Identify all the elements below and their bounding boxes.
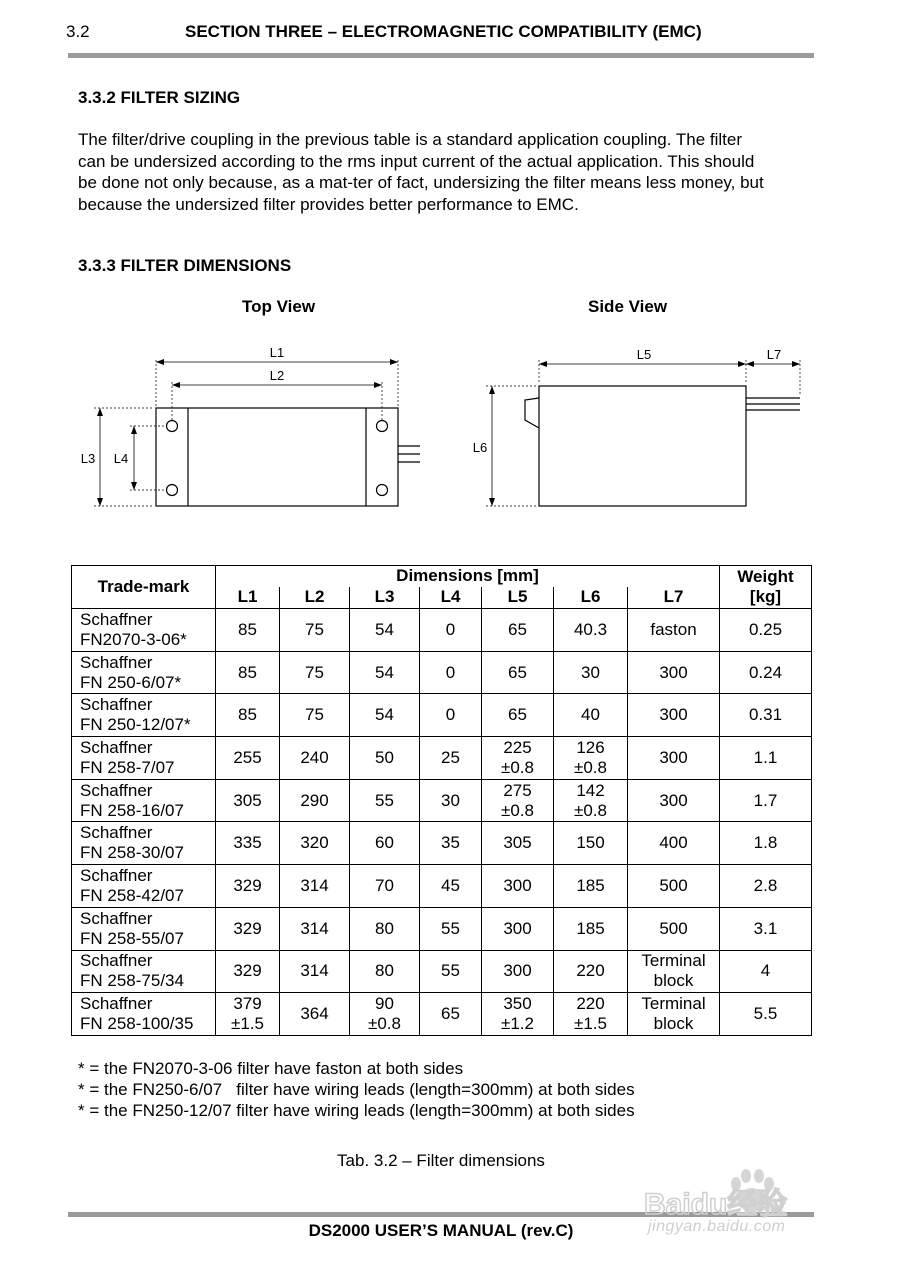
cell-line: ±1.5 — [574, 1014, 607, 1034]
cell-line: 320 — [300, 833, 329, 853]
header-weight-line: Weight — [737, 567, 794, 586]
trademark-line: FN2070-3-06* — [80, 629, 187, 649]
cell-line: 305 — [233, 790, 262, 810]
cell-line: ±0.8 — [368, 1014, 401, 1034]
top-view-outline — [156, 408, 420, 506]
cell-line: 314 — [300, 875, 329, 895]
dimension-cell-l1 — [216, 950, 280, 993]
trademark-line: Schaffner — [80, 652, 153, 672]
dim-label-l7: L7 — [766, 347, 782, 362]
watermark-url: jingyan.baidu.com — [648, 1218, 786, 1235]
cell-line: 25 — [441, 747, 460, 767]
trademark-line: Schaffner — [80, 951, 153, 971]
dimension-cell-l7 — [628, 651, 720, 694]
cell-line: 35 — [441, 833, 460, 853]
trademark-cell — [72, 779, 216, 822]
cell-line: 60 — [375, 833, 394, 853]
dimension-cell-l4 — [420, 865, 482, 908]
dimension-cell-l7 — [628, 950, 720, 993]
dimension-cell-l5 — [482, 609, 554, 652]
dimension-cell-l4 — [420, 609, 482, 652]
dimension-cell-l3 — [350, 651, 420, 694]
dimension-cell-l2 — [280, 822, 350, 865]
dimension-cell-l1 — [216, 694, 280, 737]
dimension-cell-l3 — [350, 865, 420, 908]
weight-cell: 0.24 — [720, 651, 812, 694]
cell-line: 65 — [441, 1004, 460, 1024]
dimension-cell-l1 — [216, 993, 280, 1036]
cell-line: 54 — [375, 705, 394, 725]
cell-line: faston — [650, 619, 697, 639]
dimension-cell-l2 — [280, 907, 350, 950]
header-trademark: Trade-mark — [72, 566, 216, 609]
cell-line: 85 — [238, 619, 257, 639]
dimension-cell-l5 — [482, 822, 554, 865]
header-weight — [720, 566, 812, 609]
weight-cell: 1.7 — [720, 779, 812, 822]
footer-text: DS2000 USER’S MANUAL (rev.C) — [308, 1221, 574, 1240]
top-view-dimension-lines — [100, 362, 398, 506]
dimension-cell-l5 — [482, 651, 554, 694]
table-caption: Tab. 3.2 – Filter dimensions — [337, 1151, 545, 1170]
side-view-dimension-lines — [492, 364, 800, 506]
cell-line: 300 — [659, 790, 688, 810]
dimension-cell-l7 — [628, 822, 720, 865]
paragraph-line: The filter/drive coupling in the previous table is a standard application coupling. The filter — [78, 130, 743, 149]
cell-line: 240 — [300, 747, 329, 767]
trademark-line: FN 250-6/07* — [80, 672, 182, 692]
note-line: * = the FN2070-3-06 filter have faston at both sides — [78, 1059, 464, 1078]
header-l2: L2 — [280, 587, 350, 609]
cell-line: ±1.2 — [501, 1014, 534, 1034]
cell-line: 0 — [445, 662, 456, 682]
cell-line: 305 — [503, 833, 532, 853]
trademark-cell — [72, 694, 216, 737]
table-row — [72, 993, 812, 1036]
dimension-cell-l6 — [554, 822, 628, 865]
dimension-cell-l4 — [420, 651, 482, 694]
dimension-cell-l2 — [280, 779, 350, 822]
cell-line: 80 — [375, 961, 394, 981]
dim-label-l3: L3 — [80, 451, 96, 466]
dimension-cell-l3 — [350, 694, 420, 737]
dimension-cell-l6 — [554, 694, 628, 737]
trademark-cell — [72, 651, 216, 694]
cell-line: 55 — [375, 790, 394, 810]
cell-line: 85 — [238, 662, 257, 682]
dimension-cell-l7 — [628, 737, 720, 780]
cell-line: 314 — [300, 961, 329, 981]
side-view-arrows — [489, 361, 800, 506]
header-dimensions: Dimensions [mm] — [216, 566, 720, 587]
cell-line: 30 — [441, 790, 460, 810]
cell-line: 65 — [508, 619, 527, 639]
cell-line: 300 — [659, 705, 688, 725]
header-l1: L1 — [216, 587, 280, 609]
dimension-cell-l2 — [280, 651, 350, 694]
cell-line: 275 — [503, 780, 532, 800]
dimension-cell-l5 — [482, 950, 554, 993]
note-line: * = the FN250-12/07 filter have wiring leads (length=300mm) at both sides — [78, 1101, 635, 1120]
top-view-label: Top View — [242, 297, 316, 316]
note-line: * = the FN250-6/07 filter have wiring leads (length=300mm) at both sides — [78, 1080, 635, 1099]
cell-line: 350 — [503, 994, 532, 1014]
dimension-cell-l1 — [216, 651, 280, 694]
trademark-cell — [72, 950, 216, 993]
dimension-cell-l4 — [420, 694, 482, 737]
weight-cell: 5.5 — [720, 993, 812, 1036]
cell-line: 142 — [576, 780, 605, 800]
cell-line: 45 — [441, 875, 460, 895]
dimension-cell-l5 — [482, 865, 554, 908]
section-title: SECTION THREE – ELECTROMAGNETIC COMPATIBILITY (EMC) — [185, 22, 702, 41]
cell-line: 55 — [441, 918, 460, 938]
top-view-extension-lines — [94, 360, 398, 506]
cell-line: 300 — [503, 961, 532, 981]
trademark-line: Schaffner — [80, 780, 153, 800]
dim-label-l6: L6 — [472, 440, 488, 455]
table-row — [72, 865, 812, 908]
cell-line: 379 — [233, 994, 262, 1014]
cell-line: 500 — [659, 875, 688, 895]
cell-line: 290 — [300, 790, 329, 810]
cell-line: 55 — [441, 961, 460, 981]
trademark-line: Schaffner — [80, 823, 153, 843]
header-l4: L4 — [420, 587, 482, 609]
trademark-line: FN 258-55/07 — [80, 928, 184, 948]
table-body — [72, 609, 812, 1036]
header-l3: L3 — [350, 587, 420, 609]
trademark-cell — [72, 822, 216, 865]
cell-line: block — [653, 1014, 694, 1034]
trademark-line: FN 258-7/07 — [80, 757, 175, 777]
table-row — [72, 737, 812, 780]
dim-label-l1: L1 — [269, 345, 285, 360]
cell-line: 329 — [233, 875, 262, 895]
cell-line: 85 — [238, 705, 257, 725]
filter-dimension-drawing — [60, 330, 820, 530]
side-view-extension-lines — [486, 360, 800, 506]
table-row — [72, 950, 812, 993]
cell-line: 40.3 — [573, 619, 608, 639]
trademark-cell — [72, 609, 216, 652]
trademark-line: FN 258-42/07 — [80, 885, 184, 905]
paragraph-line: be done not only because, as a mat-ter of fact, undersizing the filter means less money, but — [78, 173, 764, 192]
page-number: 3.2 — [66, 22, 90, 41]
cell-line: 70 — [375, 875, 394, 895]
dimension-cell-l1 — [216, 907, 280, 950]
heading-filter-dimensions: 3.3.3 FILTER DIMENSIONS — [78, 256, 292, 275]
dimension-cell-l7 — [628, 694, 720, 737]
cell-line: 329 — [233, 961, 262, 981]
weight-cell: 0.25 — [720, 609, 812, 652]
dimension-cell-l6 — [554, 865, 628, 908]
dimension-cell-l6 — [554, 651, 628, 694]
table-notes — [78, 1058, 635, 1121]
dimension-cell-l6 — [554, 907, 628, 950]
dimension-cell-l4 — [420, 993, 482, 1036]
dimension-cell-l2 — [280, 865, 350, 908]
cell-line: 300 — [503, 875, 532, 895]
table-row — [72, 694, 812, 737]
dimension-cell-l2 — [280, 993, 350, 1036]
dimension-cell-l1 — [216, 737, 280, 780]
dimension-cell-l4 — [420, 822, 482, 865]
cell-line: 364 — [300, 1004, 329, 1024]
trademark-line: FN 258-16/07 — [80, 800, 184, 820]
top-view-arrows — [97, 359, 398, 506]
cell-line: 40 — [581, 705, 600, 725]
watermark-logo-text: Baidu经验 — [644, 1188, 788, 1221]
paragraph-line: can be undersized according to the rms input current of the actual application. This should — [78, 151, 755, 171]
dimension-cell-l3 — [350, 609, 420, 652]
dimension-cell-l6 — [554, 993, 628, 1036]
table-row — [72, 779, 812, 822]
dimension-cell-l6 — [554, 737, 628, 780]
dimension-cell-l2 — [280, 737, 350, 780]
trademark-line: Schaffner — [80, 908, 153, 928]
dimension-cell-l7 — [628, 993, 720, 1036]
dimension-cell-l6 — [554, 950, 628, 993]
cell-line: 30 — [581, 662, 600, 682]
dimension-cell-l3 — [350, 822, 420, 865]
cell-line: block — [653, 971, 694, 991]
dimension-cell-l5 — [482, 737, 554, 780]
trademark-cell — [72, 993, 216, 1036]
cell-line: 150 — [576, 833, 605, 853]
table-row — [72, 822, 812, 865]
cell-line: 65 — [508, 662, 527, 682]
paragraph-line: because the undersized filter provides better performance to EMC. — [78, 194, 579, 214]
cell-line: 500 — [659, 918, 688, 938]
dimension-cell-l2 — [280, 694, 350, 737]
trademark-line: FN 258-75/34 — [80, 971, 184, 991]
trademark-line: Schaffner — [80, 994, 153, 1014]
dimension-cell-l6 — [554, 609, 628, 652]
cell-line: 300 — [503, 918, 532, 938]
cell-line: 400 — [659, 833, 688, 853]
header-l5: L5 — [482, 587, 554, 609]
header-l6: L6 — [554, 587, 628, 609]
cell-line: 220 — [576, 961, 605, 981]
trademark-line: Schaffner — [80, 737, 153, 757]
cell-line: 75 — [305, 662, 324, 682]
side-view-label: Side View — [588, 297, 668, 316]
dimension-cell-l5 — [482, 779, 554, 822]
side-view-outline — [525, 386, 800, 506]
weight-cell: 1.1 — [720, 737, 812, 780]
dim-label-l2: L2 — [269, 368, 285, 383]
dim-label-l4: L4 — [113, 451, 129, 466]
cell-line: ±0.8 — [574, 800, 607, 820]
cell-line: 65 — [508, 705, 527, 725]
cell-line: 185 — [576, 918, 605, 938]
dimension-cell-l4 — [420, 779, 482, 822]
cell-line: 50 — [375, 747, 394, 767]
cell-line: 255 — [233, 747, 262, 767]
cell-line: ±0.8 — [574, 757, 607, 777]
cell-line: 75 — [305, 619, 324, 639]
dimension-cell-l7 — [628, 907, 720, 950]
cell-line: 126 — [576, 737, 605, 757]
dimension-cell-l3 — [350, 779, 420, 822]
table-row — [72, 609, 812, 652]
cell-line: ±0.8 — [501, 800, 534, 820]
table-row — [72, 651, 812, 694]
filter-sizing-paragraph — [78, 129, 828, 215]
dim-label-l5: L5 — [636, 347, 652, 362]
dimension-cell-l3 — [350, 737, 420, 780]
cell-line: 54 — [375, 619, 394, 639]
weight-cell: 3.1 — [720, 907, 812, 950]
cell-line: 90 — [375, 994, 394, 1014]
dimension-cell-l2 — [280, 950, 350, 993]
dimension-cell-l7 — [628, 865, 720, 908]
cell-line: Terminal — [641, 994, 706, 1014]
weight-cell: 0.31 — [720, 694, 812, 737]
dimension-cell-l1 — [216, 865, 280, 908]
cell-line: 0 — [445, 619, 456, 639]
trademark-line: FN 258-100/35 — [80, 1014, 194, 1034]
dimension-cell-l6 — [554, 779, 628, 822]
dimension-cell-l2 — [280, 609, 350, 652]
cell-line: ±1.5 — [231, 1014, 264, 1034]
weight-cell: 1.8 — [720, 822, 812, 865]
table-row — [72, 907, 812, 950]
dimension-cell-l3 — [350, 993, 420, 1036]
dimension-cell-l3 — [350, 907, 420, 950]
dimension-cell-l3 — [350, 950, 420, 993]
cell-line: 300 — [659, 747, 688, 767]
trademark-line: FN 258-30/07 — [80, 843, 184, 863]
dimension-cell-l5 — [482, 694, 554, 737]
dimension-cell-l1 — [216, 822, 280, 865]
dimension-cell-l1 — [216, 609, 280, 652]
dimension-cell-l5 — [482, 907, 554, 950]
dimension-cell-l4 — [420, 950, 482, 993]
cell-line: 225 — [503, 737, 532, 757]
header-rule — [68, 53, 814, 58]
trademark-line: Schaffner — [80, 695, 153, 715]
cell-line: 75 — [305, 705, 324, 725]
trademark-cell — [72, 907, 216, 950]
trademark-line: Schaffner — [80, 609, 153, 629]
dimension-cell-l7 — [628, 609, 720, 652]
weight-cell: 4 — [720, 950, 812, 993]
dimension-cell-l7 — [628, 779, 720, 822]
trademark-cell — [72, 737, 216, 780]
dimension-cell-l4 — [420, 907, 482, 950]
cell-line: Terminal — [641, 951, 706, 971]
cell-line: 220 — [576, 994, 605, 1014]
cell-line: 329 — [233, 918, 262, 938]
filter-dimensions-table — [71, 565, 812, 1036]
trademark-line: Schaffner — [80, 865, 153, 885]
cell-line: 0 — [445, 705, 456, 725]
trademark-line: FN 250-12/07* — [80, 715, 191, 735]
header-weight-line: [kg] — [749, 587, 782, 606]
cell-line: ±0.8 — [501, 757, 534, 777]
dimension-cell-l1 — [216, 779, 280, 822]
cell-line: 335 — [233, 833, 262, 853]
header-l7: L7 — [628, 587, 720, 609]
dimension-cell-l4 — [420, 737, 482, 780]
dimension-cell-l5 — [482, 993, 554, 1036]
weight-cell: 2.8 — [720, 865, 812, 908]
cell-line: 80 — [375, 918, 394, 938]
trademark-cell — [72, 865, 216, 908]
cell-line: 54 — [375, 662, 394, 682]
cell-line: 185 — [576, 875, 605, 895]
heading-filter-sizing: 3.3.2 FILTER SIZING — [78, 88, 241, 107]
cell-line: 314 — [300, 918, 329, 938]
cell-line: 300 — [659, 662, 688, 682]
